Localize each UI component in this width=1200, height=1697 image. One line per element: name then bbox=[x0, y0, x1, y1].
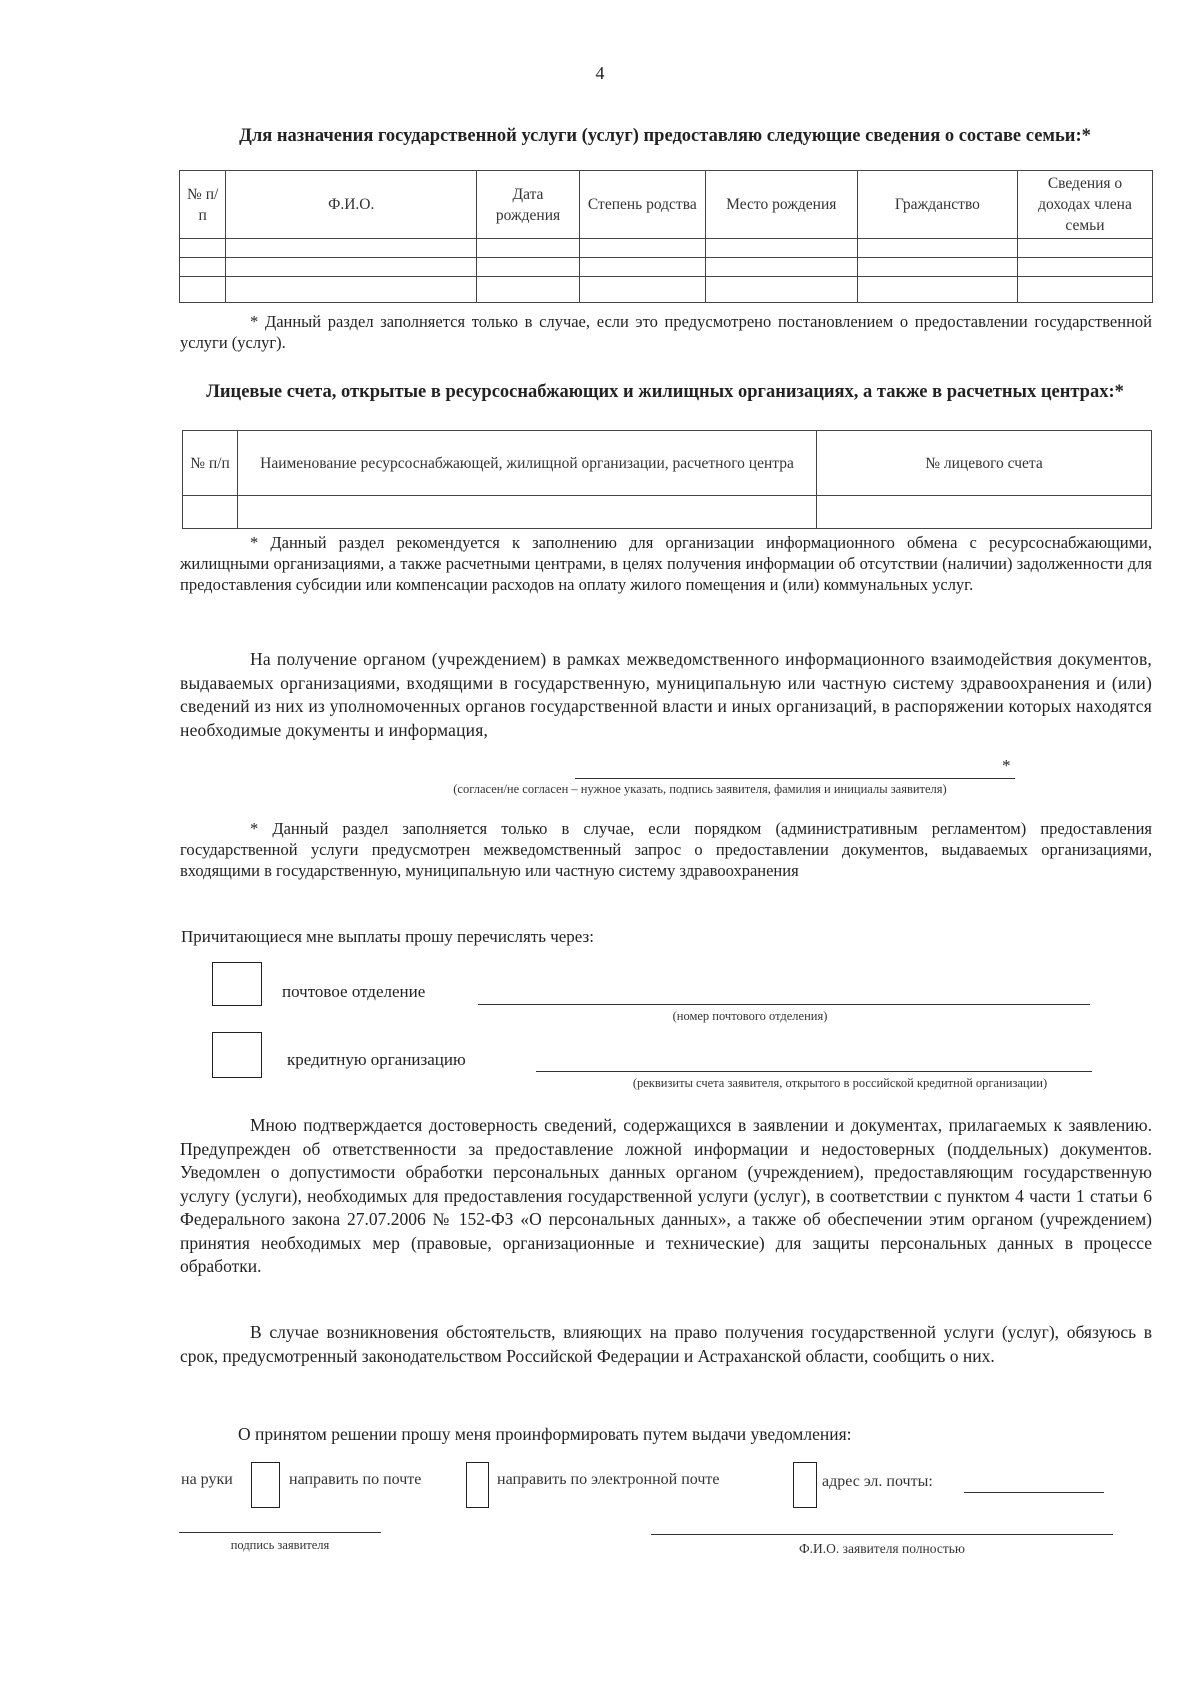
bank-caption: (реквизиты счета заявителя, открытого в российской кредитной организации) bbox=[632, 1076, 1048, 1090]
fio-line[interactable] bbox=[651, 1534, 1113, 1535]
family-table-header bbox=[180, 171, 1153, 239]
consent-text bbox=[180, 648, 1152, 742]
consent-caption: (согласен/не согласен – нужное указать, подпись заявителя, фамилия и инициалы заявителя) bbox=[453, 782, 947, 796]
col-relation: Степень родства bbox=[579, 171, 705, 239]
email-address-field[interactable] bbox=[964, 1492, 1104, 1493]
notify-email-label: направить по электронной почте bbox=[497, 1471, 720, 1488]
family-heading: Для назначения государственной услуги (услуг) предоставляю следующие сведения о составе семьи:* bbox=[239, 126, 1091, 146]
bank-label: кредитную организацию bbox=[287, 1050, 466, 1069]
post-office-caption: (номер почтового отделения) bbox=[672, 1009, 828, 1023]
accounts-note: * Данный раздел рекомендуется к заполнению для организации информационного обмена с ресурсоснабжающими, жилищными организациями, а также расчетными центрами, в целях получения информации об отсутствии (наличии) задолженности для предоставления субсидии или компенсации расходов на оплату жилого помещения и (или) коммунальных услуг. bbox=[180, 533, 1152, 594]
accounts-heading: Лицевые счета, открытые в ресурсоснабжающих и жилищных организациях, а также в расчетных центрах:* bbox=[206, 382, 1124, 402]
consent-note: * Данный раздел заполняется только в случае, если порядком (административным регламентом) предоставления государственной услуги предусмотрен межведомственный запрос о предоставлении документов, выдаваемых организациями, входящими в государственную, муниципальную или частную систему здравоохранения bbox=[180, 819, 1152, 880]
consent-signature-line[interactable] bbox=[575, 778, 1015, 779]
col-fio: Ф.И.О. bbox=[226, 171, 477, 239]
col-account-number: № лицевого счета bbox=[817, 431, 1152, 496]
accounts-table bbox=[182, 430, 1152, 529]
confirmation-paragraph: Мною подтверждается достоверность сведений, содержащихся в заявлении и документах, прилагаемых к заявлению. Предупрежден об ответственности за предоставление ложной информации и недостоверных (поддельных) документов. Уведомлен о допустимости обработки персональных данных органом (учреждением), предоставляющим государственную услугу (услуги), необходимых для предоставления государственной услуги (услуг), в соответствии с пунктом 4 части 1 статьи 6 Федерального закона 27.07.2006 № 152-ФЗ «О персональных данных», а также об обеспечении этим органом (учреждением) принятия необходимых мер (правовые, организационные и технические) для защиты персональных данных в процессе обработки. bbox=[180, 1115, 1152, 1276]
notify-email-checkbox[interactable] bbox=[793, 1462, 817, 1508]
col-number: № п/п bbox=[183, 431, 238, 496]
col-organization: Наименование ресурсоснабжающей, жилищной организации, расчетного центра bbox=[238, 431, 817, 496]
fio-caption: Ф.И.О. заявителя полностью bbox=[799, 1541, 965, 1556]
notify-post-label: направить по почте bbox=[289, 1471, 422, 1488]
table-row[interactable] bbox=[180, 277, 1153, 303]
notify-hand-checkbox[interactable] bbox=[251, 1462, 280, 1508]
col-birth-date: Дата рождения bbox=[477, 171, 580, 239]
bank-field[interactable] bbox=[536, 1071, 1092, 1072]
obligation-paragraph: В случае возникновения обстоятельств, влияющих на право получения государственной услуги (услуг), обязуюсь в срок, предусмотренный законодательством Российской Федерации и Астраханской области, сообщить о них. bbox=[180, 1322, 1152, 1366]
email-address-label: адрес эл. почты: bbox=[822, 1473, 933, 1490]
consent-body: На получение органом (учреждением) в рамках межведомственного информационного взаимодействия документов, выдаваемых организациями, входящими в государственную, муниципальную или частную систему здравоохранения и (или) сведений из них из уполномоченных органов государственной власти и иных организаций, в распоряжении которых находятся необходимые документы и информация, bbox=[180, 649, 1152, 740]
signature-caption: подпись заявителя bbox=[230, 1538, 330, 1552]
col-number: № п/п bbox=[180, 171, 226, 239]
notify-post-checkbox[interactable] bbox=[466, 1462, 489, 1508]
col-income: Сведения о доходах члена семьи bbox=[1017, 171, 1152, 239]
page-number: 4 bbox=[595, 63, 605, 83]
table-row[interactable] bbox=[180, 239, 1153, 258]
table-row[interactable] bbox=[183, 496, 1152, 529]
table-row[interactable] bbox=[180, 258, 1153, 277]
col-citizenship: Гражданство bbox=[857, 171, 1017, 239]
family-note: * Данный раздел заполняется только в случае, если это предусмотрено постановлением о предоставлении государственной услуги (услуг). bbox=[180, 312, 1152, 352]
bank-checkbox[interactable] bbox=[212, 1032, 262, 1078]
post-office-field[interactable] bbox=[478, 1004, 1090, 1005]
signature-line[interactable] bbox=[179, 1532, 381, 1533]
post-office-checkbox[interactable] bbox=[212, 962, 262, 1006]
consent-star: * bbox=[1002, 756, 1011, 775]
notify-hand-label: на руки bbox=[181, 1471, 233, 1488]
accounts-table-header bbox=[183, 431, 1152, 496]
family-table bbox=[179, 170, 1153, 303]
post-office-label: почтовое отделение bbox=[282, 982, 426, 1001]
payment-intro: Причитающиеся мне выплаты прошу перечислять через: bbox=[181, 927, 594, 946]
notification-intro: О принятом решении прошу меня проинформировать путем выдачи уведомления: bbox=[238, 1424, 852, 1444]
col-birth-place: Место рождения bbox=[705, 171, 857, 239]
